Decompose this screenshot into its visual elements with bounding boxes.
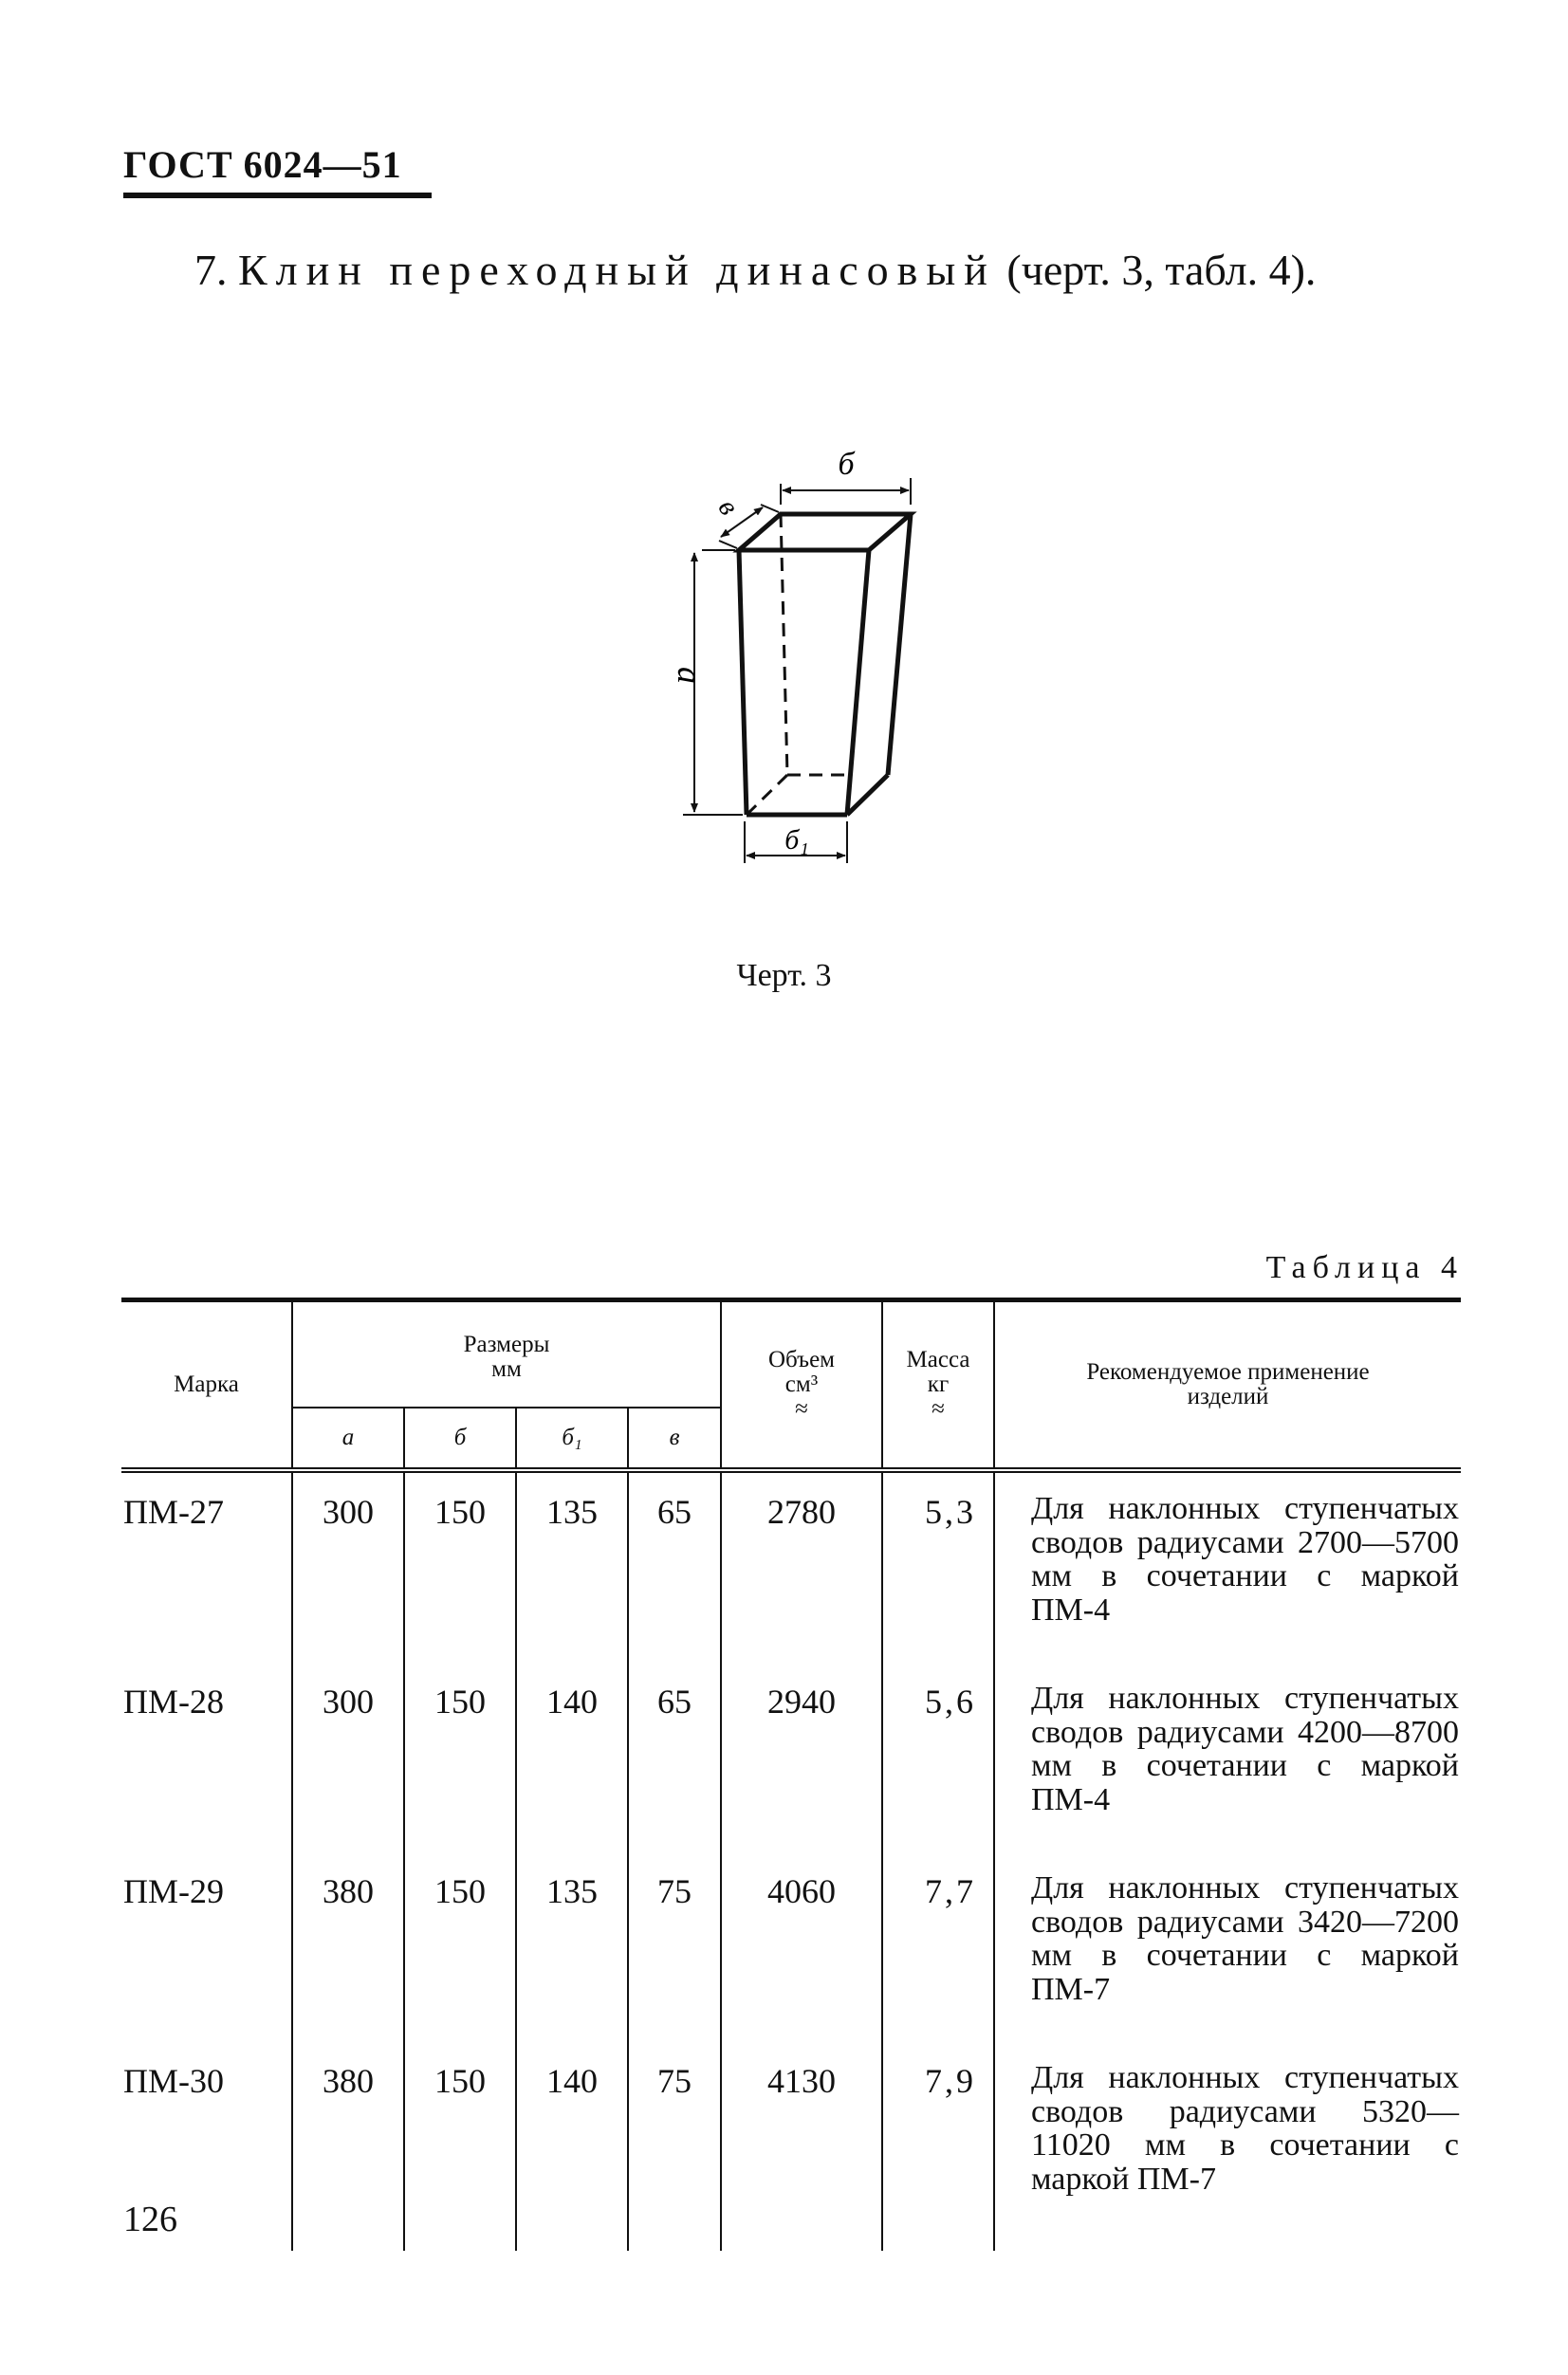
wedge-drawing (645, 446, 949, 892)
table-row (121, 1852, 1461, 2042)
header-mass (882, 1300, 994, 1471)
header-v: в (628, 1408, 721, 1470)
front-right-edge (847, 550, 869, 815)
table-row (121, 2042, 1461, 2251)
section-reference: (черт. 3, табл. 4). (1006, 246, 1317, 294)
header-volume (721, 1300, 882, 1471)
cell-mark: ПМ-29 (123, 1872, 224, 1910)
cell-a: 300 (292, 1470, 404, 1663)
cell-usage: Для наклонных ступенчатых сводов радиусами 3420—7200 мм в сочетании с маркой ПМ-7 (994, 1852, 1461, 2042)
section-number: 7. (194, 246, 228, 294)
cell-b: 150 (404, 1470, 516, 1663)
extension-line (761, 505, 779, 512)
cell-volume: 4130 (721, 2042, 882, 2251)
cell-volume: 2940 (721, 1663, 882, 1852)
cell-b: 150 (404, 1663, 516, 1852)
label-a: а (671, 667, 709, 684)
top-face (739, 514, 911, 550)
front-left-edge (739, 550, 747, 815)
cell-mark: ПМ-27 (123, 1493, 224, 1531)
cell-v: 65 (628, 1663, 721, 1852)
cell-usage: Для наклонных ступенчатых сводов радиусами 2700—5700 мм в сочетании с маркой ПМ-4 (994, 1470, 1461, 1663)
bottom-right-edge (847, 775, 888, 815)
header-b: б (404, 1408, 516, 1470)
header-dimensions (292, 1300, 721, 1408)
section-title: Клин переходный динасовый (238, 246, 996, 294)
header-usage-line2: изделий (1187, 1384, 1269, 1409)
header-dimensions-unit: мм (491, 1356, 522, 1382)
cell-usage: Для наклонных ступенчатых сводов радиусами 5320—11020 мм в сочетании с маркой ПМ-7 (994, 2042, 1461, 2251)
section-heading (194, 245, 1316, 295)
table-caption: Таблица 4 (1265, 1250, 1464, 1285)
cell-mass: 5,3 (882, 1470, 994, 1663)
cell-b1: 140 (516, 2042, 628, 2251)
label-b: б (838, 447, 855, 482)
cell-v: 75 (628, 2042, 721, 2251)
cell-a: 380 (292, 1852, 404, 2042)
cell-mass: 7,9 (882, 2042, 994, 2251)
cell-b1: 135 (516, 1852, 628, 2042)
header-mark: Марка (121, 1300, 292, 1471)
cell-volume: 2780 (721, 1470, 882, 1663)
cell-mass: 7,7 (882, 1852, 994, 2042)
cell-v: 65 (628, 1470, 721, 1663)
header-mass-approx: ≈ (932, 1396, 945, 1423)
header-b1: б₁ (516, 1408, 628, 1470)
hidden-edge (781, 514, 787, 775)
header-mass-unit: кг (927, 1371, 950, 1397)
cell-v: 75 (628, 1852, 721, 2042)
table-row (121, 1470, 1461, 1663)
cell-usage: Для наклонных ступенчатых сводов радиусами 4200—8700 мм в сочетании с маркой ПМ-4 (994, 1663, 1461, 1852)
cell-b1: 135 (516, 1470, 628, 1663)
header-mass-label: Масса (906, 1346, 970, 1372)
header-dimensions-label: Размеры (463, 1331, 550, 1357)
cell-a: 380 (292, 2042, 404, 2251)
label-b1: б₁ (784, 824, 809, 856)
cell-mass: 5,6 (882, 1663, 994, 1852)
standard-code: ГОСТ 6024—51 (123, 143, 402, 186)
label-v: в (711, 492, 746, 522)
header-rule (123, 193, 432, 198)
table-row (121, 1663, 1461, 1852)
header-usage (994, 1300, 1461, 1471)
header-usage-line1: Рекомендуемое применение (1086, 1358, 1370, 1385)
cell-b: 150 (404, 2042, 516, 2251)
cell-mark: ПМ-30 (123, 2062, 224, 2100)
page-number: 126 (123, 2200, 177, 2239)
hidden-edge (747, 775, 787, 815)
header-a: а (292, 1408, 404, 1470)
extension-line (719, 541, 737, 548)
header-volume-approx: ≈ (795, 1396, 808, 1423)
back-right-edge (888, 514, 911, 775)
cell-b1: 140 (516, 1663, 628, 1852)
cell-mark: ПМ-28 (123, 1683, 224, 1721)
figure-caption: Черт. 3 (736, 958, 832, 993)
cell-b: 150 (404, 1852, 516, 2042)
products-table (121, 1298, 1461, 2251)
header-volume-unit: см³ (784, 1371, 819, 1397)
cell-a: 300 (292, 1663, 404, 1852)
cell-volume: 4060 (721, 1852, 882, 2042)
header-volume-label: Объем (768, 1346, 835, 1372)
